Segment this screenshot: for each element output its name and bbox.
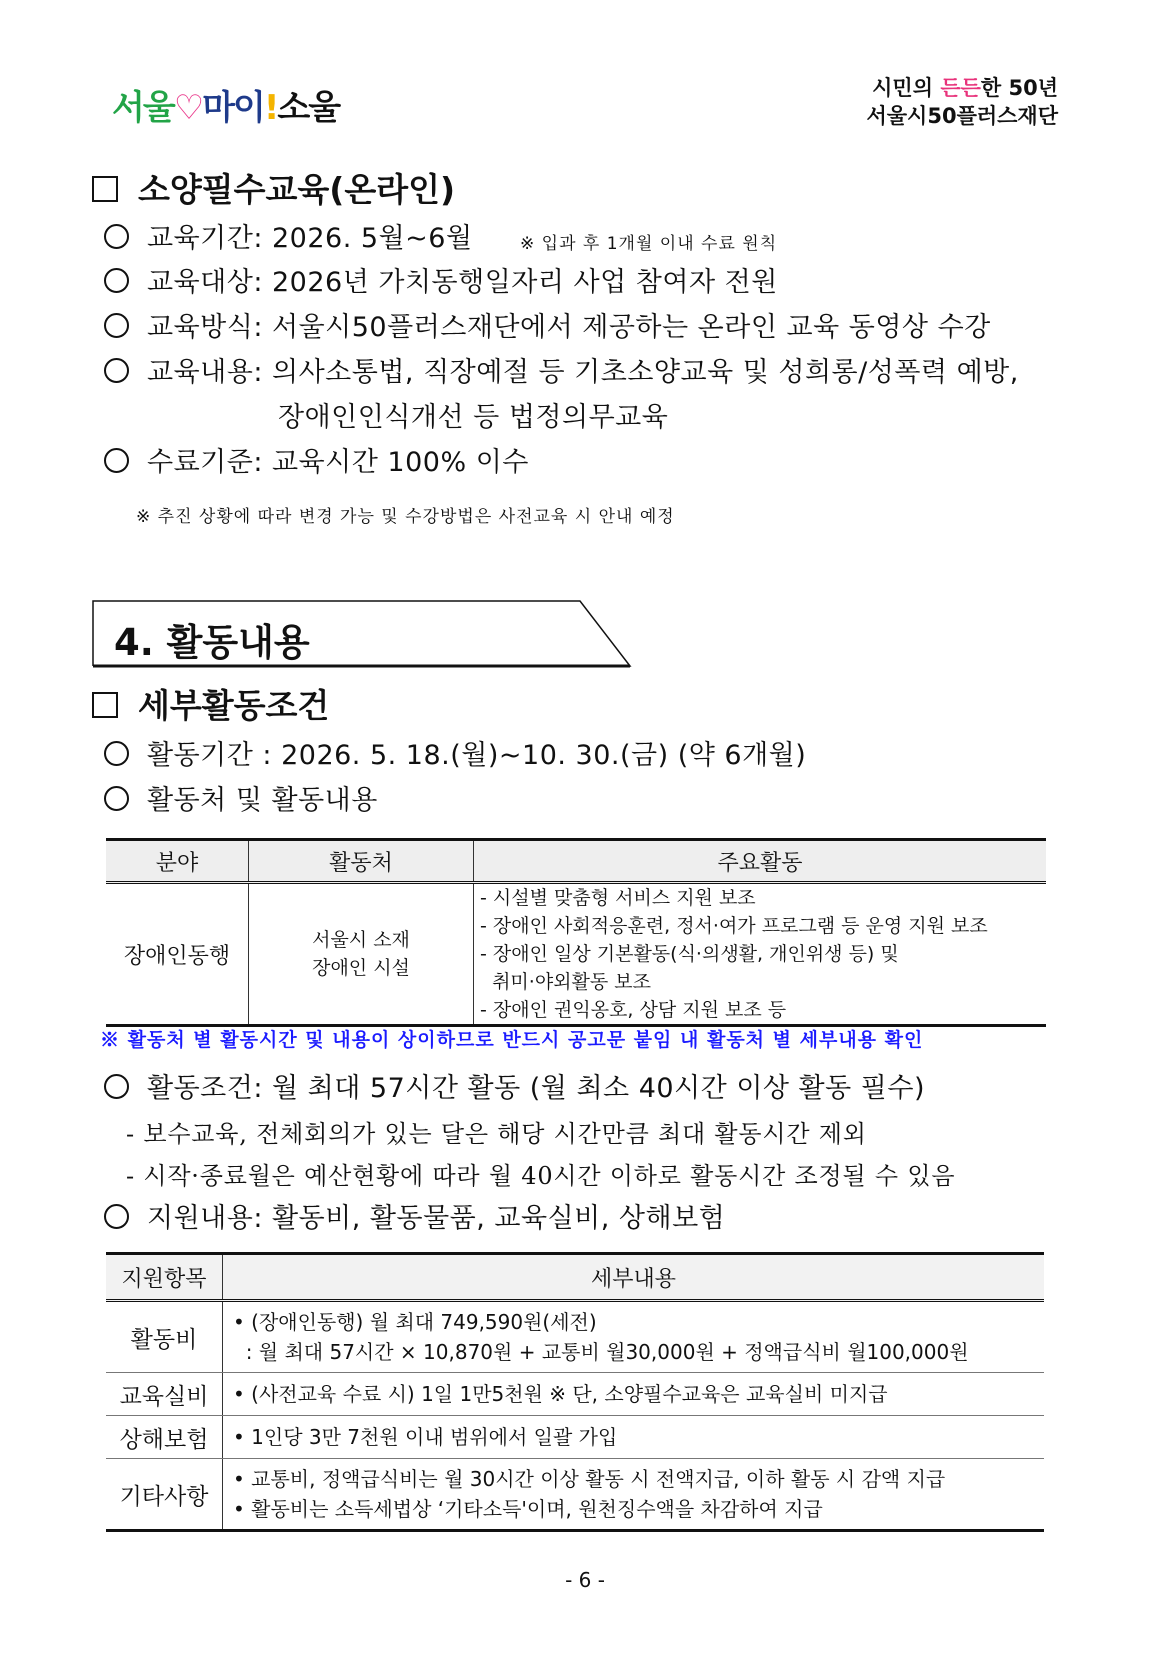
activity-item: - 장애인 사회적응훈련, 정서·여가 프로그램 등 운영 지원 보조 [480,915,988,937]
activity-item: - 시설별 맞춤형 서비스 지원 보조 [480,887,756,909]
table-header-row [106,840,1046,883]
education-note: ※ 추진 상황에 따라 변경 가능 및 수강방법은 사전교육 시 안내 예정 [136,507,675,527]
circle-bullet-icon [104,1074,129,1099]
square-bullet-icon [92,176,118,202]
square-bullet-icon [92,692,118,718]
table-row [106,1301,1044,1373]
circle-bullet-icon [104,1204,129,1229]
table-row [106,1416,1044,1459]
condition-sub-2: - 시작·종료월은 예산현황에 따라 월 40시간 이하로 활동시간 조정될 수 있음 [126,1162,956,1190]
circle-bullet-icon [104,448,129,473]
activity-table [106,838,1046,1027]
column-header: 지원항목 [106,1254,223,1301]
circle-bullet-icon [104,268,129,293]
education-target: 교육대상: 2026년 가치동행일자리 사업 참여자 전원 [104,260,778,299]
table-row [106,1459,1044,1531]
condition-sub-1: - 보수교육, 전체회의가 있는 달은 해당 시간만큼 최대 활동시간 제외 [126,1120,867,1148]
support-table [106,1252,1044,1532]
category-cell: 장애인동행 [106,883,249,1026]
column-header: 세부내용 [223,1254,1045,1301]
foundation-slogan: 시민의 든든한 50년 서울시50플러스재단 [866,76,1058,128]
section-number-title: 4. 활동내용 [114,621,310,664]
page-number: - 6 - [565,1568,605,1592]
column-header: 활동처 [249,840,474,883]
row-label: 활동비 [106,1301,223,1373]
row-detail: • 교통비, 정액급식비는 월 30시간 이상 활동 시 전액지급, 이하 활동 시 감액 지급 • 활동비는 소득세법상 ‘기타소득'이며, 원천징수액을 차감하여 지급 [223,1459,1045,1531]
activity-period: 활동기간 : 2026. 5. 18.(월)~10. 30.(금) (약 6개월) [104,733,806,772]
row-detail: • (사전교육 수료 시) 1일 1만5천원 ※ 단, 소양필수교육은 교육실비 미지급 [223,1373,1045,1416]
circle-bullet-icon [104,224,129,249]
circle-bullet-icon [104,358,129,383]
row-detail: • (장애인동행) 월 최대 749,590원(세전) : 월 최대 57시간 × 10,870원 + 교통비 월30,000원 + 정액급식비 월100,000원 [223,1301,1045,1373]
circle-bullet-icon [104,741,129,766]
row-label: 상해보험 [106,1416,223,1459]
table-row [106,883,1046,1026]
education-content: 교육내용: 의사소통법, 직장예절 등 기초소양교육 및 성희롱/성폭력 예방, [104,350,1019,389]
section-heading [92,600,632,668]
activity-item: - 장애인 일상 기본활동(식·의생활, 개인위생 등) 및 [480,943,899,965]
circle-bullet-icon [104,786,129,811]
table-header-row [106,1254,1044,1301]
table-row [106,1373,1044,1416]
activity-conditions-title: 세부활동조건 [92,680,329,727]
education-title: 소양필수교육(온라인) [92,164,455,211]
column-header: 주요활동 [474,840,1047,883]
activity-item: 취미·야외활동 보조 [480,971,651,993]
seoul-my-soul-logo: 서울♡마이!소울 [112,88,340,128]
activity-conditions: 활동조건: 월 최대 57시간 활동 (월 최소 40시간 이상 활동 필수) [104,1066,925,1105]
education-content-cont: 장애인인식개선 등 법정의무교육 [278,402,669,433]
education-criteria: 수료기준: 교육시간 100% 이수 [104,440,529,479]
education-period-note: ※ 입과 후 1개월 이내 수료 원칙 [520,234,778,254]
circle-bullet-icon [104,313,129,338]
column-header: 분야 [106,840,249,883]
activities-cell [474,883,1047,1026]
place-cell: 서울시 소재 장애인 시설 [249,883,474,1026]
row-detail: • 1인당 3만 7천원 이내 범위에서 일괄 가입 [223,1416,1045,1459]
activity-places-label: 활동처 및 활동내용 [104,778,378,817]
activity-item: - 장애인 권익옹호, 상담 지원 보조 등 [480,999,787,1021]
support-content: 지원내용: 활동비, 활동물품, 교육실비, 상해보험 [104,1196,725,1235]
row-label: 교육실비 [106,1373,223,1416]
row-label: 기타사항 [106,1459,223,1531]
warning-note: ※ 활동처 별 활동시간 및 내용이 상이하므로 반드시 공고문 붙임 내 활동처 별 세부내용 확인 [100,1029,924,1051]
education-method: 교육방식: 서울시50플러스재단에서 제공하는 온라인 교육 동영상 수강 [104,305,991,344]
education-period: 교육기간: 2026. 5월~6월 [104,216,473,255]
